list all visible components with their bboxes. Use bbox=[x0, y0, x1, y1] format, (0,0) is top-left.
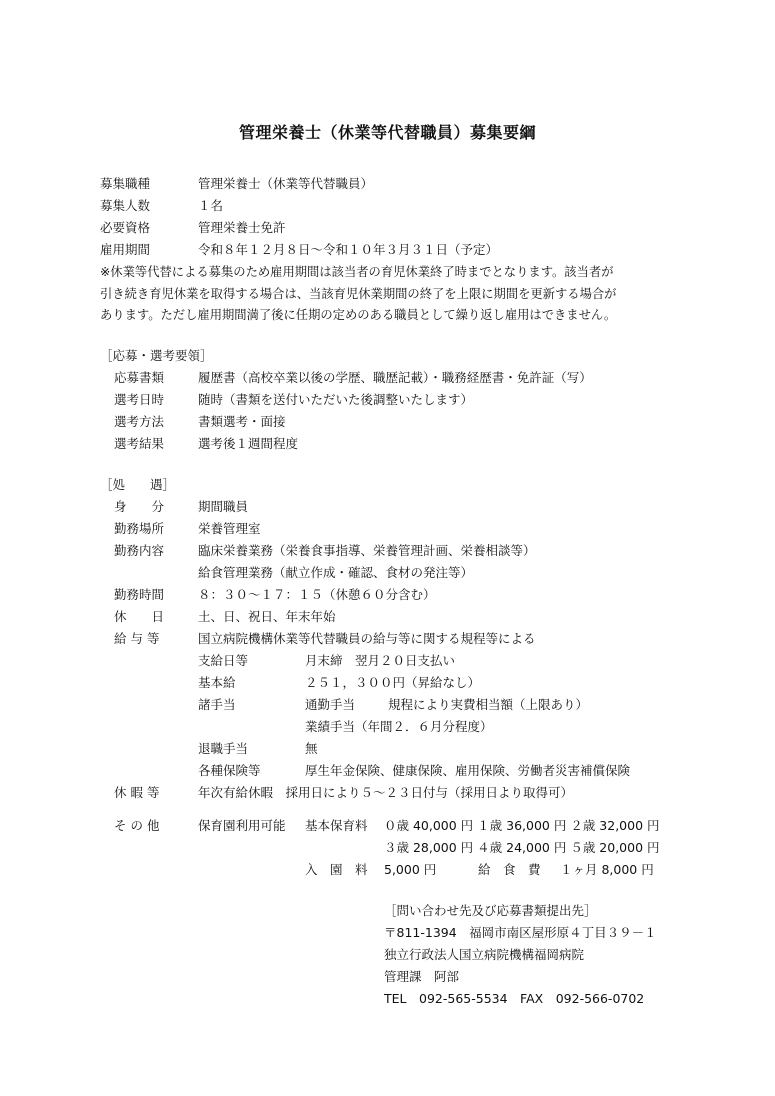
entry-fee-value: 5,000 円 bbox=[384, 862, 437, 877]
qual-value: 管理栄養士免許 bbox=[198, 220, 286, 235]
treatment-heading: ［処 遇］ bbox=[100, 477, 176, 492]
result-value: 選考後１週間程度 bbox=[198, 436, 299, 451]
payday-label: 支給日等 bbox=[198, 653, 249, 668]
content-value: 給食管理業務（献立作成・確認、食材の発注等） bbox=[198, 565, 474, 580]
note-line: あります。ただし雇用期間満了後に任期の定めのある職員として繰り返し雇用はできません。 bbox=[100, 308, 617, 322]
entry-fee-label: 入 園 料 bbox=[305, 862, 368, 877]
qual-label: 必要資格 bbox=[100, 220, 151, 235]
count-value: １名 bbox=[198, 198, 224, 213]
bonus-allowance: 業績手当（年間２．６月分程度） bbox=[305, 719, 493, 734]
contact-department: 管理課 阿部 bbox=[384, 969, 460, 984]
base-salary-value: ２５１，３００円（昇給なし） bbox=[305, 675, 481, 690]
meal-fee-label: 給 食 費 bbox=[478, 862, 541, 877]
hours-value: ８：３０～１７：１５（休憩６０分含む） bbox=[198, 587, 436, 602]
payday-value: 月末締 翌月２０日支払い bbox=[305, 653, 456, 668]
job-label: 募集職種 bbox=[100, 176, 151, 191]
date-value: 随時（書類を送付いただいた後調整いたします） bbox=[198, 392, 474, 407]
content-value: 臨床栄養業務（栄養食事指導、栄養管理計画、栄養相談等） bbox=[198, 543, 536, 558]
period-value: 令和８年１２月８日～令和１０年３月３１日（予定） bbox=[198, 242, 499, 257]
leave-value: 年次有給休暇 採用日により５～２３日付与（採用日より取得可） bbox=[198, 785, 574, 800]
docs-value: 履歴書（高校卒業以後の学歴、職歴記載）・職務経歴書・免許証（写） bbox=[198, 370, 592, 385]
nursery-fee-row: ０歳 40,000 円 １歳 36,000 円 ２歳 32,000 円 bbox=[384, 818, 660, 833]
count-label: 募集人数 bbox=[100, 198, 151, 213]
commute-allowance-value: 規程により実費相当額（上限あり） bbox=[388, 697, 589, 712]
method-label: 選考方法 bbox=[114, 414, 165, 429]
other-label: そ の 他 bbox=[114, 818, 160, 833]
allowance-label: 諸手当 bbox=[198, 697, 236, 712]
hours-label: 勤務時間 bbox=[114, 587, 165, 602]
contact-heading: ［問い合わせ先及び応募書類提出先］ bbox=[384, 903, 597, 918]
holiday-value: 土、日、祝日、年末年始 bbox=[198, 609, 336, 624]
note-line: ※休業等代替による募集のため雇用期間は該当者の育児休業終了時までとなります。該当者が bbox=[100, 265, 614, 279]
contact-organization: 独立行政法人国立病院機構福岡病院 bbox=[384, 947, 585, 962]
insurance-value: 厚生年金保険、健康保険、雇用保険、労働者災害補償保険 bbox=[305, 763, 631, 778]
application-heading: ［応募・選考要領］ bbox=[100, 348, 213, 363]
status-label: 身 分 bbox=[114, 499, 165, 514]
holiday-label: 休 日 bbox=[114, 609, 165, 624]
note-line: 引き続き育児休業を取得する場合は、当該育児休業期間の終了を上限に期間を更新する場合が bbox=[100, 287, 617, 301]
document-title: 管理栄養士（休業等代替職員）募集要綱 bbox=[238, 123, 536, 142]
meal-fee-value: １ヶ月 8,000 円 bbox=[560, 862, 654, 877]
retirement-value: 無 bbox=[305, 741, 318, 756]
docs-label: 応募書類 bbox=[114, 370, 165, 385]
contact-address: 〒811-1394 福岡市南区屋形原４丁目３９－１ bbox=[384, 925, 657, 940]
nursery-fee-row: ３歳 28,000 円 ４歳 24,000 円 ５歳 20,000 円 bbox=[384, 840, 660, 855]
place-value: 栄養管理室 bbox=[198, 521, 261, 536]
method-value: 書類選考・面接 bbox=[198, 414, 286, 429]
date-label: 選考日時 bbox=[114, 392, 165, 407]
place-label: 勤務場所 bbox=[114, 521, 165, 536]
base-salary-label: 基本給 bbox=[198, 675, 236, 690]
status-value: 期間職員 bbox=[198, 499, 249, 514]
salary-value: 国立病院機構休業等代替職員の給与等に関する規程等による bbox=[198, 631, 536, 646]
nursery-fee-label: 基本保育料 bbox=[305, 818, 368, 833]
content-label: 勤務内容 bbox=[114, 543, 165, 558]
leave-label: 休 暇 等 bbox=[114, 785, 160, 800]
nursery-label: 保育園利用可能 bbox=[198, 818, 286, 833]
salary-label: 給 与 等 bbox=[114, 631, 160, 646]
retirement-label: 退職手当 bbox=[198, 741, 249, 756]
contact-phone-fax: TEL 092-565-5534 FAX 092-566-0702 bbox=[384, 991, 645, 1006]
period-label: 雇用期間 bbox=[100, 242, 151, 257]
insurance-label: 各種保険等 bbox=[198, 763, 261, 778]
commute-allowance-label: 通勤手当 bbox=[305, 697, 356, 712]
result-label: 選考結果 bbox=[114, 436, 165, 451]
job-value: 管理栄養士（休業等代替職員） bbox=[198, 176, 374, 191]
